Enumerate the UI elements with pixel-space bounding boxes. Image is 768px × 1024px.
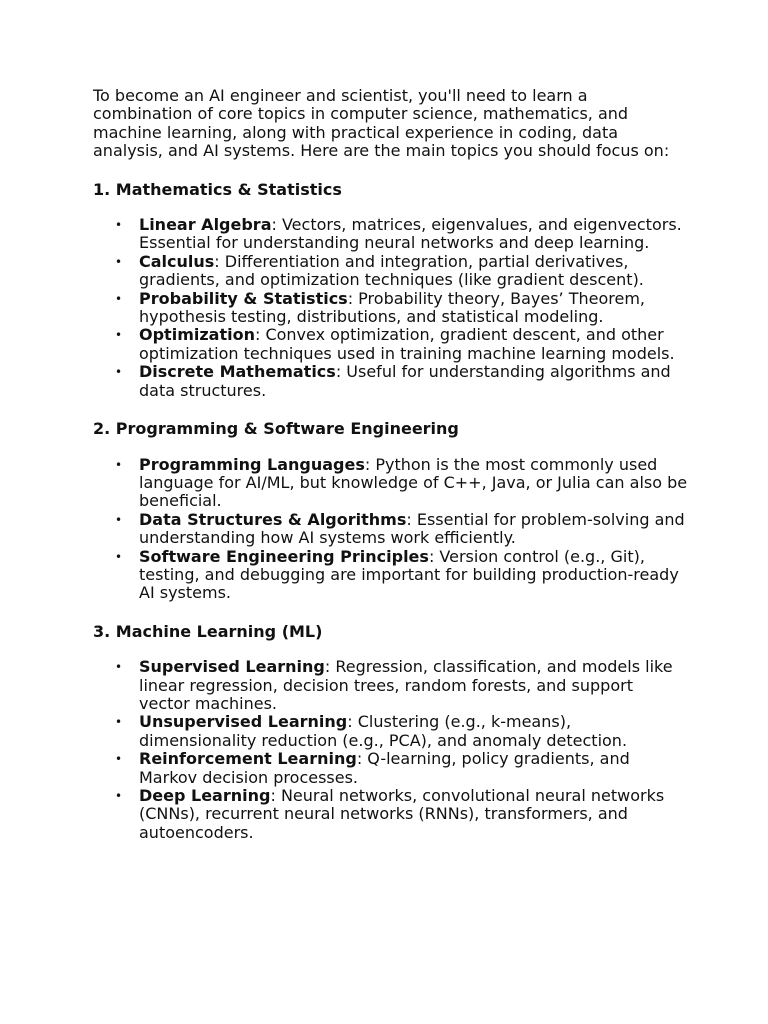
list-item [115, 325, 688, 363]
list-item [115, 215, 688, 253]
topic-term: Data Structures & Algorithms [139, 509, 407, 529]
section-machine-learning [93, 623, 688, 842]
topic-description: : Useful for understanding algorithms and data structures. [139, 362, 671, 400]
list-item [115, 786, 688, 842]
bullet-icon: • [115, 457, 123, 472]
topic-term: Optimization [139, 325, 255, 345]
topic-description: : Probability theory, Bayes’ Theorem, hypothesis testing, distributions, and statistical modeling. [139, 288, 645, 327]
bullet-icon: • [115, 365, 123, 380]
topic-description: : Clustering (e.g., k-means), dimensionality reduction (e.g., PCA), and anomaly detection. [139, 712, 628, 750]
bullet-icon: • [115, 512, 123, 527]
topic-description: : Essential for problem-solving and understanding how AI systems work efficiently. [139, 509, 685, 548]
topic-term: Probability & Statistics [139, 288, 348, 308]
topic-term: Calculus [139, 251, 215, 271]
section-heading: 1. Mathematics & Statistics [93, 179, 342, 199]
list-item [115, 251, 688, 290]
topic-list [93, 456, 688, 603]
list-item [115, 546, 688, 603]
topic-description: : Version control (e.g., Git), testing, and debugging are important for building production-ready AI systems. [139, 546, 679, 603]
list-item [115, 657, 688, 713]
topic-term: Reinforcement Learning [139, 749, 357, 769]
topic-list [93, 658, 688, 842]
topic-term: Discrete Mathematics [139, 362, 336, 382]
bullet-icon: • [115, 328, 123, 343]
list-item [115, 454, 688, 511]
bullet-icon: • [115, 660, 123, 675]
bullet-icon: • [115, 218, 123, 233]
topic-description: : Vectors, matrices, eigenvalues, and eigenvectors. Essential for understanding neural networks and deep learning. [139, 215, 682, 253]
topic-term: Software Engineering Principles [139, 546, 429, 566]
topic-list [93, 216, 688, 400]
topic-description: : Convex optimization, gradient descent, and other optimization techniques used in training machine learning models. [139, 325, 675, 363]
list-item [115, 749, 688, 787]
topic-term: Unsupervised Learning [139, 712, 348, 732]
bullet-icon: • [115, 715, 123, 730]
topic-description: : Q-learning, policy gradients, and Markov decision processes. [139, 749, 630, 787]
topic-description: : Differentiation and integration, partial derivatives, gradients, and optimization techniques (like gradient descent). [139, 251, 644, 290]
list-item [115, 288, 688, 327]
bullet-icon: • [115, 291, 123, 306]
list-item [115, 712, 688, 750]
topic-description: : Neural networks, convolutional neural networks (CNNs), recurrent neural networks (RNNs), transformers, and autoencoders. [139, 786, 665, 842]
section-mathematics-statistics [93, 181, 688, 400]
bullet-icon: • [115, 789, 123, 803]
section-heading: 3. Machine Learning (ML) [93, 621, 323, 641]
topic-term: Programming Languages [139, 454, 365, 474]
bullet-icon: • [115, 254, 123, 269]
topic-description: : Regression, classification, and models like linear regression, decision trees, random forests, and support vector machines. [139, 657, 673, 713]
section-programming-software-engineering [93, 420, 688, 603]
section-heading: 2. Programming & Software Engineering [93, 419, 459, 439]
topic-term: Linear Algebra [139, 215, 272, 235]
bullet-icon: • [115, 549, 123, 564]
topic-description: : Python is the most commonly used language for AI/ML, but knowledge of C++, Java, or Julia can also be beneficial. [139, 454, 688, 511]
intro-paragraph: To become an AI engineer and scientist, you'll need to learn a combination of core topics in computer science, mathematics, and machine learning, along with practical experience in coding, data analysis, and AI systems. Here are the main topics you should focus on: [93, 86, 670, 161]
topic-term: Supervised Learning [139, 657, 325, 677]
list-item [115, 509, 688, 548]
list-item [115, 362, 688, 400]
topic-term: Deep Learning [139, 786, 271, 805]
bullet-icon: • [115, 752, 123, 767]
